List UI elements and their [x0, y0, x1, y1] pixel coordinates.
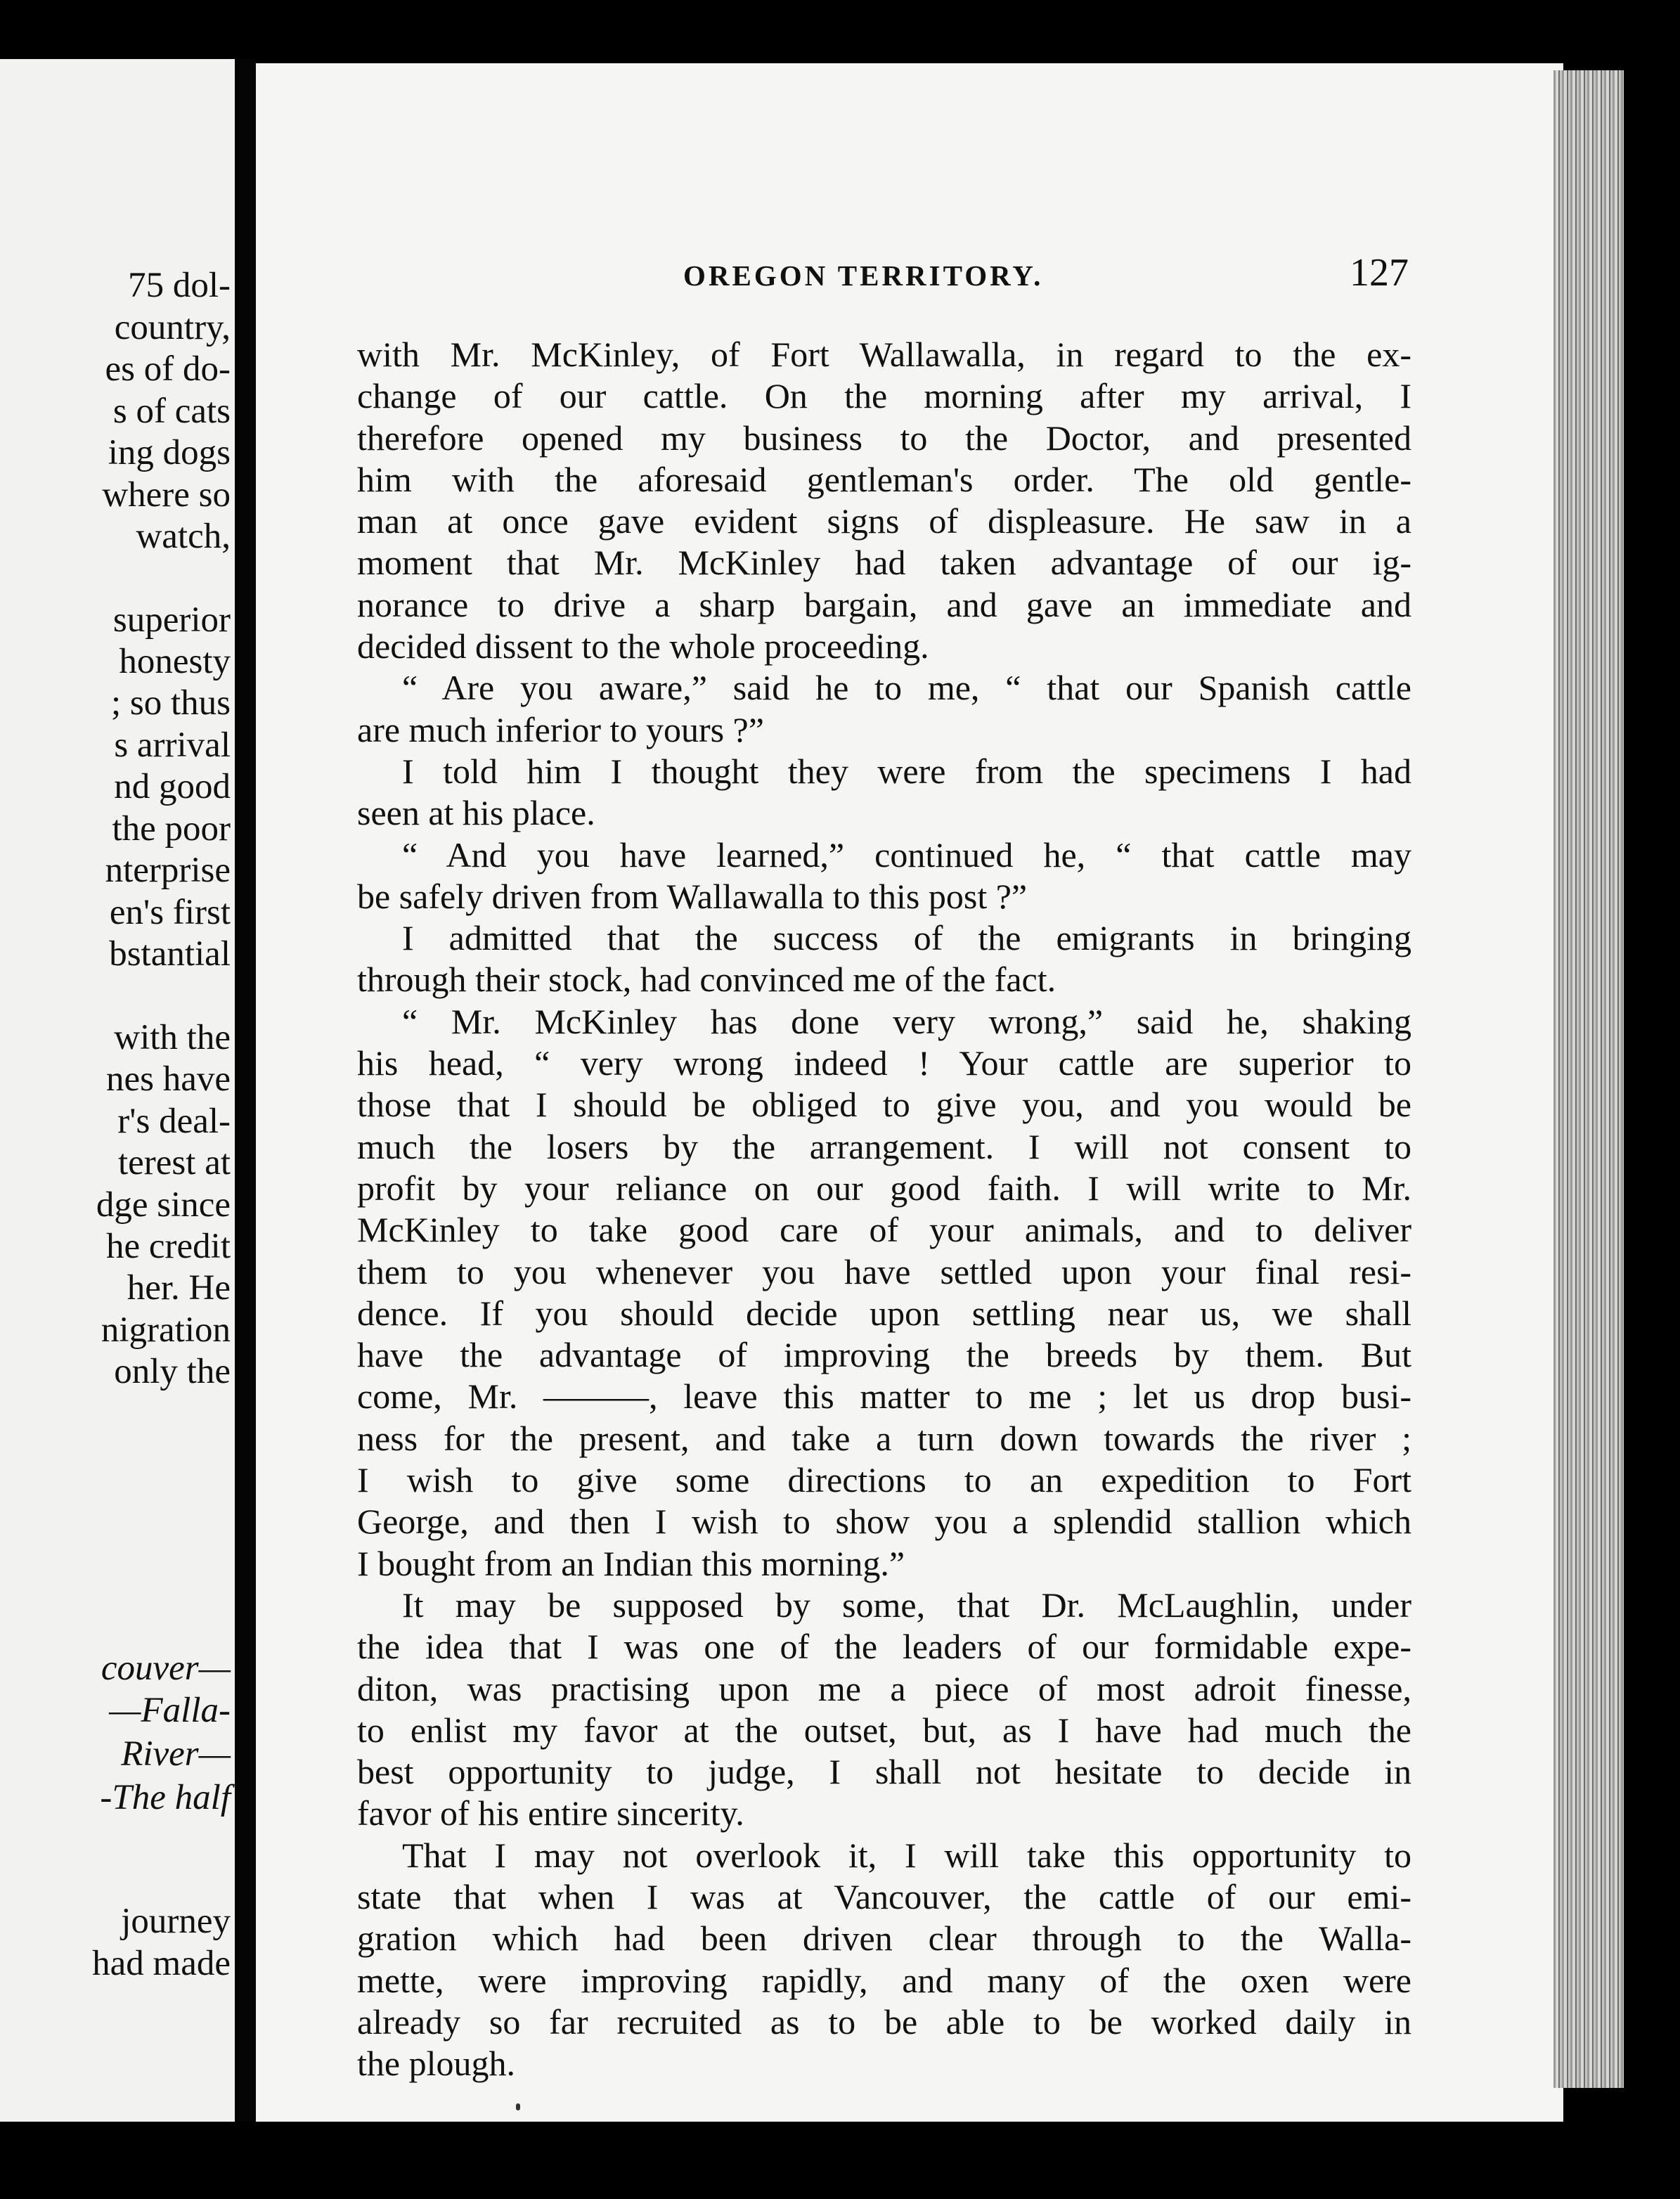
- previous-page-line: bstantial: [109, 934, 231, 974]
- body-text-line: gration which had been driven clear through to the Walla-: [357, 1919, 1411, 1959]
- previous-page-line: ; so thus: [110, 683, 231, 723]
- body-text-line: mette, were improving rapidly, and many of the oxen were: [357, 1960, 1411, 2000]
- previous-page-line: s of cats: [112, 392, 231, 431]
- previous-page-line: en's first: [109, 893, 231, 932]
- book-gutter: [235, 59, 256, 2122]
- body-text-line: I bought from an Indian this morning.”: [357, 1543, 905, 1583]
- body-text-line: It may be supposed by some, that Dr. McLaughlin, under: [402, 1585, 1411, 1625]
- previous-page-line: nterprise: [105, 851, 231, 890]
- body-text-line: come, Mr. ———, leave this matter to me ; let us drop busi-: [357, 1376, 1411, 1417]
- body-text-line: him with the aforesaid gentleman's order. The old gentle-: [357, 459, 1411, 499]
- body-text-line: best opportunity to judge, I shall not hesitate to decide in: [357, 1752, 1411, 1792]
- previous-page-line: 75 dol-: [128, 266, 231, 305]
- body-text-line: McKinley to take good care of your animals, and to deliver: [357, 1210, 1411, 1250]
- page-number: 127: [1350, 251, 1409, 295]
- body-text-line: to enlist my favor at the outset, but, as I have had much the: [357, 1710, 1411, 1750]
- body-text-line: with Mr. McKinley, of Fort Wallawalla, in regard to the ex-: [357, 335, 1411, 374]
- body-text-line: ness for the present, and take a turn down towards the river ;: [357, 1418, 1411, 1458]
- body-text: [357, 334, 1563, 2084]
- body-text-line: be safely driven from Wallawalla to this post ?”: [357, 876, 1028, 916]
- body-text-line: man at once gave evident signs of displeasure. He saw in a: [357, 501, 1411, 541]
- body-text-line: through their stock, had convinced me of the fact.: [357, 960, 1057, 1000]
- body-text-line: I admitted that the success of the emigrants in bringing: [402, 918, 1411, 958]
- ink-mark: [516, 2103, 520, 2110]
- body-text-line: those that I should be obliged to give you, and you would be: [357, 1085, 1411, 1125]
- body-text-line: therefore opened my business to the Doctor, and presented: [357, 418, 1411, 458]
- body-text-line: George, and then I wish to show you a splendid stallion which: [357, 1502, 1411, 1542]
- running-head: OREGON TERRITORY.: [683, 259, 1044, 292]
- previous-page-line: the poor: [112, 809, 231, 849]
- previous-page-line: r's deal-: [117, 1102, 231, 1141]
- page-stack-edge: [1553, 70, 1624, 2088]
- book-page: [256, 63, 1563, 2122]
- body-text-line: I told him I thought they were from the specimens I had: [402, 751, 1411, 791]
- previous-page-line: only the: [114, 1352, 231, 1391]
- body-text-line: “ Mr. McKinley has done very wrong,” said he, shaking: [402, 1001, 1411, 1041]
- previous-page-line: journey: [121, 1902, 231, 1941]
- body-text-line: decided dissent to the whole proceeding.: [357, 626, 929, 666]
- body-text-line: the idea that I was one of the leaders of our formidable expe-: [357, 1627, 1411, 1667]
- previous-page-line: River—: [121, 1734, 231, 1774]
- previous-page-line: nd good: [114, 767, 231, 806]
- body-text-line: That I may not overlook it, I will take this opportunity to: [402, 1835, 1411, 1875]
- previous-page-line: nes have: [105, 1059, 231, 1099]
- body-text-line: I wish to give some directions to an expedition to Fort: [357, 1460, 1411, 1500]
- previous-page-fragment: [0, 59, 235, 2122]
- previous-page-line: -The half: [100, 1778, 231, 1817]
- previous-page-line: ing dogs: [108, 433, 231, 472]
- previous-page-line: es of do-: [105, 349, 231, 389]
- previous-page-line: watch,: [136, 517, 231, 556]
- body-text-line: dence. If you should decide upon settling near us, we shall: [357, 1293, 1411, 1333]
- previous-page-line: her. He: [127, 1268, 231, 1308]
- body-text-line: profit by your reliance on our good faith. I will write to Mr.: [357, 1168, 1411, 1208]
- previous-page-line: country,: [114, 308, 231, 347]
- previous-page-line: s arrival: [114, 726, 231, 765]
- body-text-line: “ Are you aware,” said he to me, “ that our Spanish cattle: [402, 668, 1411, 708]
- previous-page-line: superior: [112, 600, 231, 640]
- body-text-line: change of our cattle. On the morning after my arrival, I: [357, 376, 1411, 416]
- previous-page-line: —Falla-: [109, 1691, 231, 1730]
- body-text-line: are much inferior to yours ?”: [357, 709, 764, 749]
- previous-page-line: nigration: [101, 1310, 231, 1350]
- previous-page-line: dge since: [96, 1185, 231, 1225]
- body-text-line: have the advantage of improving the breeds by them. But: [357, 1335, 1411, 1375]
- body-text-line: much the losers by the arrangement. I will not consent to: [357, 1126, 1411, 1166]
- body-text-line: his head, “ very wrong indeed ! Your cattle are superior to: [357, 1043, 1411, 1083]
- previous-page-line: couver—: [101, 1649, 231, 1688]
- body-text-line: moment that Mr. McKinley had taken advantage of our ig-: [357, 543, 1411, 583]
- body-text-line: diton, was practising upon me a piece of most adroit finesse,: [357, 1668, 1411, 1708]
- previous-page-line: terest at: [118, 1143, 231, 1182]
- body-text-line: them to you whenever you have settled upon your final resi-: [357, 1251, 1411, 1291]
- previous-page-line: with the: [114, 1018, 231, 1057]
- body-text-line: seen at his place.: [357, 793, 595, 833]
- previous-page-line: honesty: [119, 642, 231, 681]
- previous-page-line: had made: [92, 1944, 231, 1983]
- previous-page-line: he credit: [106, 1227, 231, 1266]
- body-text-line: already so far recruited as to be able to be worked daily in: [357, 2001, 1411, 2042]
- body-text-line: norance to drive a sharp bargain, and gave an immediate and: [357, 584, 1411, 624]
- body-text-line: “ And you have learned,” continued he, “ that cattle may: [402, 834, 1411, 875]
- body-text-line: the plough.: [357, 2044, 515, 2084]
- body-text-line: state that when I was at Vancouver, the cattle of our emi-: [357, 1876, 1411, 1916]
- body-text-line: favor of his entire sincerity.: [357, 1793, 744, 1833]
- page-header: [256, 251, 1563, 301]
- previous-page-line: where so: [102, 475, 231, 515]
